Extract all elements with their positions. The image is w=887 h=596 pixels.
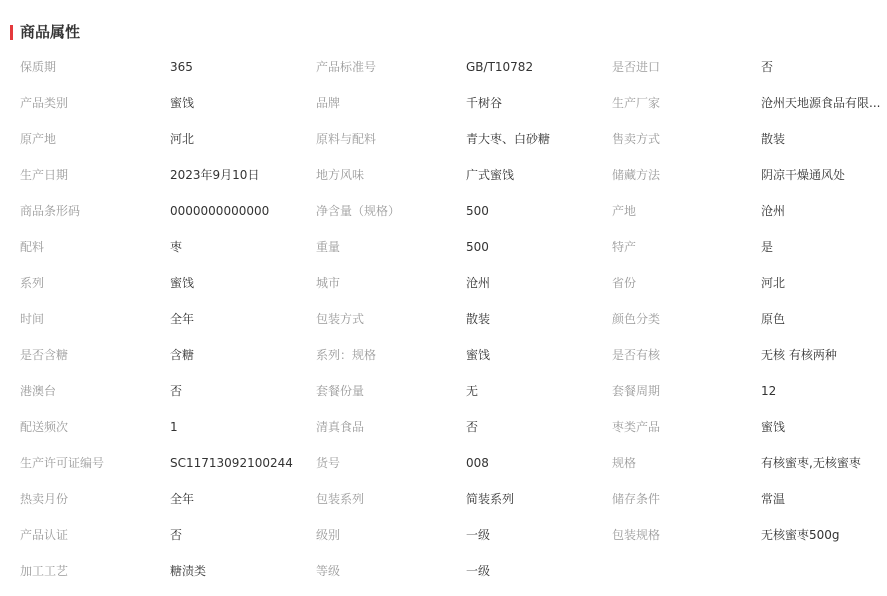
attribute-value: 简装系列 <box>466 492 515 506</box>
attribute-label: 产地 <box>612 204 637 218</box>
attribute-label: 储存条件 <box>612 492 661 506</box>
attribute-label: 港澳台 <box>20 384 57 398</box>
attribute-label: 套餐份量 <box>316 384 365 398</box>
attribute-value: 否 <box>170 384 183 398</box>
attribute-value: 否 <box>761 60 774 74</box>
section-header <box>10 20 80 44</box>
attribute-value: 0000000000000 <box>170 204 270 218</box>
attribute-label: 热卖月份 <box>20 492 69 506</box>
attribute-label: 地方风味 <box>316 168 365 182</box>
attribute-value: 有核蜜枣,无核蜜枣 <box>761 456 861 470</box>
attribute-value: 河北 <box>170 132 195 146</box>
attribute-label: 是否含糖 <box>20 348 69 362</box>
attribute-value: 广式蜜饯 <box>466 168 515 182</box>
attribute-label: 售卖方式 <box>612 132 661 146</box>
attribute-value: 青大枣、白砂糖 <box>466 132 551 146</box>
attribute-label: 规格 <box>612 456 637 470</box>
attribute-value: 无核蜜枣500g <box>761 528 840 542</box>
attribute-label: 特产 <box>612 240 637 254</box>
attribute-label: 城市 <box>316 276 341 290</box>
attribute-value: 12 <box>761 384 777 398</box>
attribute-label: 时间 <box>20 312 45 326</box>
attribute-row <box>0 337 887 373</box>
attribute-label: 配送频次 <box>20 420 69 434</box>
attribute-label: 等级 <box>316 564 341 578</box>
attribute-label: 颜色分类 <box>612 312 661 326</box>
attribute-label: 是否进口 <box>612 60 661 74</box>
attribute-label: 原料与配料 <box>316 132 377 146</box>
attribute-row <box>0 121 887 157</box>
attribute-value: 1 <box>170 420 178 434</box>
attribute-label: 系列：规格 <box>316 348 377 362</box>
attribute-label: 净含量（规格） <box>316 204 401 218</box>
attribute-label: 系列 <box>20 276 45 290</box>
attribute-value: 否 <box>170 528 183 542</box>
attribute-label: 品牌 <box>316 96 341 110</box>
attribute-label: 配料 <box>20 240 45 254</box>
attribute-value: 500 <box>466 204 489 218</box>
attribute-label: 是否有核 <box>612 348 661 362</box>
attribute-label: 产品标准号 <box>316 60 377 74</box>
attribute-value: 蜜饯 <box>170 276 195 290</box>
attribute-label: 原产地 <box>20 132 57 146</box>
section-title: 商品属性 <box>20 23 81 41</box>
attribute-value: 2023年9月10日 <box>170 168 260 182</box>
attribute-row <box>0 301 887 337</box>
attribute-label: 级别 <box>316 528 341 542</box>
attribute-value: 蜜饯 <box>466 348 491 362</box>
attribute-label: 生产厂家 <box>612 96 661 110</box>
attribute-value: 500 <box>466 240 489 254</box>
attribute-row <box>0 157 887 193</box>
attribute-value: 糖渍类 <box>170 564 207 578</box>
attribute-label: 产品类别 <box>20 96 69 110</box>
attribute-row <box>0 553 887 589</box>
attribute-label: 重量 <box>316 240 341 254</box>
attribute-value: 河北 <box>761 276 786 290</box>
attribute-value: 无核 有核两种 <box>761 348 837 362</box>
section-accent-bar <box>10 25 13 40</box>
attribute-value: 008 <box>466 456 489 470</box>
attribute-value: GB/T10782 <box>466 60 534 74</box>
attribute-row <box>0 193 887 229</box>
attribute-label: 包装规格 <box>612 528 661 542</box>
attribute-value: SC11713092100244 <box>170 456 293 470</box>
attribute-row <box>0 85 887 121</box>
attribute-label: 生产许可证编号 <box>20 456 105 470</box>
attribute-value: 沧州 <box>761 204 786 218</box>
attribute-value: 枣 <box>170 240 183 254</box>
attribute-value: 否 <box>466 420 479 434</box>
attribute-label: 产品认证 <box>20 528 69 542</box>
attribute-value: 蜜饯 <box>170 96 195 110</box>
attribute-value: 无 <box>466 384 479 398</box>
attribute-value: 全年 <box>170 492 195 506</box>
attribute-label: 省份 <box>612 276 637 290</box>
attribute-label: 生产日期 <box>20 168 69 182</box>
attribute-value: 原色 <box>761 312 786 326</box>
attribute-value: 散装 <box>761 132 786 146</box>
attribute-value <box>761 553 881 589</box>
attribute-label: 商品条形码 <box>20 204 81 218</box>
attribute-value: 一级 <box>466 564 491 578</box>
attribute-label: 储藏方法 <box>612 168 661 182</box>
attribute-row <box>0 517 887 553</box>
attribute-label: 保质期 <box>20 60 57 74</box>
attribute-label: 套餐周期 <box>612 384 661 398</box>
attribute-value: 365 <box>170 60 193 74</box>
attribute-row <box>0 445 887 481</box>
attribute-value: 常温 <box>761 492 786 506</box>
attribute-row <box>0 49 887 85</box>
attribute-value: 阴凉干燥通风处 <box>761 168 846 182</box>
attribute-label: 包装系列 <box>316 492 365 506</box>
attribute-table <box>0 49 887 589</box>
attribute-row <box>0 481 887 517</box>
attribute-value: 蜜饯 <box>761 420 786 434</box>
attribute-value: 全年 <box>170 312 195 326</box>
attribute-row <box>0 409 887 445</box>
attribute-label <box>612 553 752 589</box>
attribute-row <box>0 265 887 301</box>
attribute-value: 千树谷 <box>466 96 503 110</box>
attribute-value: 含糖 <box>170 348 195 362</box>
attribute-value: 是 <box>761 240 774 254</box>
attribute-label: 清真食品 <box>316 420 365 434</box>
attribute-label: 枣类产品 <box>612 420 661 434</box>
attribute-value: 沧州天地源食品有限... <box>761 96 881 110</box>
attribute-value: 沧州 <box>466 276 491 290</box>
attribute-label: 包装方式 <box>316 312 365 326</box>
attribute-value: 一级 <box>466 528 491 542</box>
attribute-label: 货号 <box>316 456 341 470</box>
attribute-row <box>0 373 887 409</box>
attribute-row <box>0 229 887 265</box>
attribute-label: 加工工艺 <box>20 564 69 578</box>
attribute-value: 散装 <box>466 312 491 326</box>
